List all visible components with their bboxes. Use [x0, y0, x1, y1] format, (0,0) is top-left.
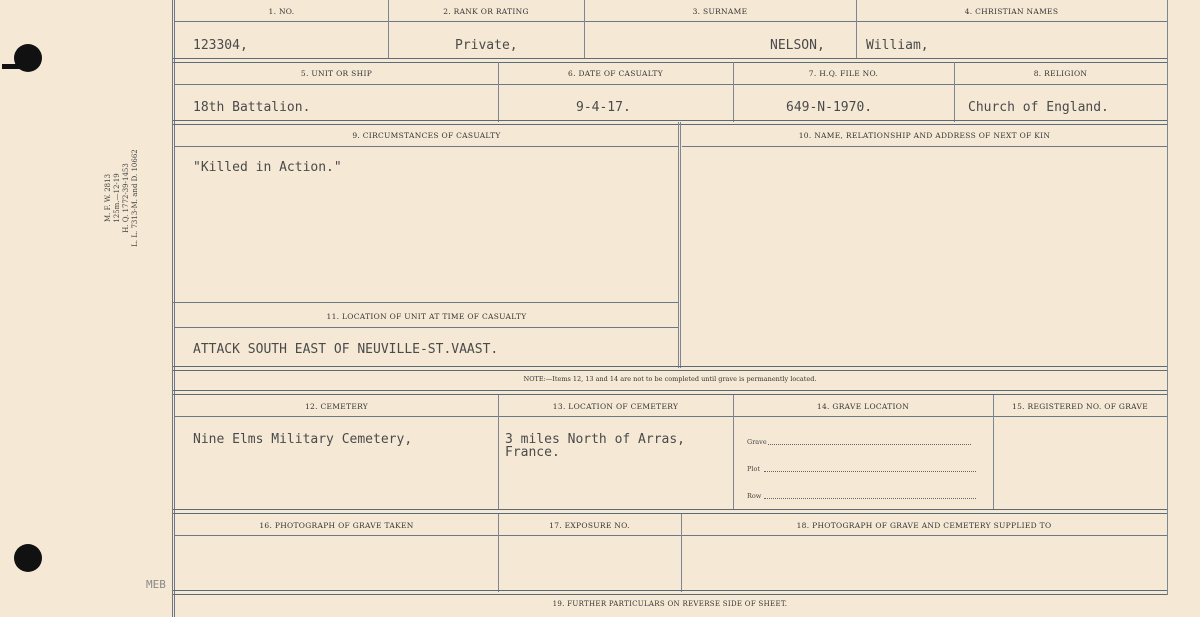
header-religion: 8. RELIGION: [954, 62, 1167, 85]
location-of-cemetery: 3 miles North of Arras,: [505, 432, 686, 447]
header-rank: 2. RANK OR RATING: [388, 0, 584, 22]
hq-file-no: 649-N-1970.: [786, 100, 873, 115]
divider: [733, 62, 734, 122]
punch-hole: [14, 544, 42, 572]
divider: [681, 514, 682, 592]
grave-field: [768, 444, 971, 445]
divider: [954, 62, 955, 122]
header-registered-no: 15. REGISTERED NO. OF GRAVE: [993, 395, 1167, 417]
divider: [584, 0, 585, 58]
christian-names: William,: [866, 38, 929, 53]
header-next-of-kin: 10. NAME, RELATIONSHIP AND ADDRESS OF NEXT OF KIN: [682, 124, 1167, 147]
divider: [388, 0, 389, 58]
header-christian-names: 4. CHRISTIAN NAMES: [856, 0, 1167, 22]
header-cemetery: 12. CEMETERY: [175, 395, 498, 417]
plot-field: [764, 471, 976, 472]
header-no: 1. NO.: [175, 0, 388, 22]
punch-hole: [14, 44, 42, 72]
print-code: L. L. 7313-M. and D. 10662: [131, 149, 139, 247]
row-label: Row: [747, 492, 762, 500]
divider: [498, 62, 499, 122]
print-code: M. F. W. 2813: [104, 173, 112, 223]
divider: [498, 395, 499, 510]
divider: [498, 514, 499, 592]
divider: [173, 302, 678, 303]
divider: [993, 395, 994, 510]
religion: Church of England.: [968, 100, 1109, 115]
rank: Private,: [455, 38, 518, 53]
header-location-of-cemetery: 13. LOCATION OF CEMETERY: [498, 395, 733, 417]
header-photograph-taken: 16. PHOTOGRAPH OF GRAVE TAKEN: [175, 514, 498, 536]
header-file-no: 7. H.Q. FILE NO.: [733, 62, 954, 85]
form-right-border: [1167, 0, 1168, 595]
cemetery: Nine Elms Military Cemetery,: [193, 432, 413, 447]
surname: NELSON,: [770, 38, 825, 53]
unit: 18th Battalion.: [193, 100, 311, 115]
date-of-casualty: 9-4-17.: [576, 100, 631, 115]
divider: [173, 366, 1167, 371]
header-circumstances: 9. CIRCUMSTANCES OF CASUALTY: [175, 124, 678, 147]
header-unit: 5. UNIT OR SHIP: [175, 62, 498, 85]
grave-label: Grave: [747, 438, 767, 446]
header-grave-location: 14. GRAVE LOCATION: [733, 395, 993, 417]
location-of-cemetery-country: France.: [505, 445, 560, 460]
divider: [678, 122, 681, 368]
print-code: H. Q. 1772-39-1453: [122, 163, 130, 233]
row-field: [764, 498, 976, 499]
header-exposure-no: 17. EXPOSURE NO.: [498, 514, 681, 536]
service-number: 123304,: [193, 38, 248, 53]
clerk-stamp: MEB: [146, 578, 166, 591]
divider: [856, 0, 857, 58]
location-of-unit: ATTACK SOUTH EAST OF NEUVILLE-ST.VAAST.: [193, 342, 499, 357]
note: NOTE:—Items 12, 13 and 14 are not to be completed until grave is permanently located.: [523, 375, 817, 383]
circumstances-of-casualty: "Killed in Action.": [193, 160, 342, 175]
form-print-codes: [104, 138, 140, 258]
header-date: 6. DATE OF CASUALTY: [498, 62, 733, 85]
footer-note: 19. FURTHER PARTICULARS ON REVERSE SIDE OF SHEET.: [552, 600, 788, 608]
header-surname: 3. SURNAME: [584, 0, 856, 22]
print-code: 125m.—12-19: [113, 173, 121, 223]
plot-label: Plot: [747, 465, 760, 473]
header-photograph-supplied: 18. PHOTOGRAPH OF GRAVE AND CEMETERY SUPPLIED TO: [681, 514, 1167, 536]
header-location-of-unit: 11. LOCATION OF UNIT AT TIME OF CASUALTY: [175, 305, 678, 328]
divider: [173, 590, 1167, 595]
divider: [733, 395, 734, 510]
